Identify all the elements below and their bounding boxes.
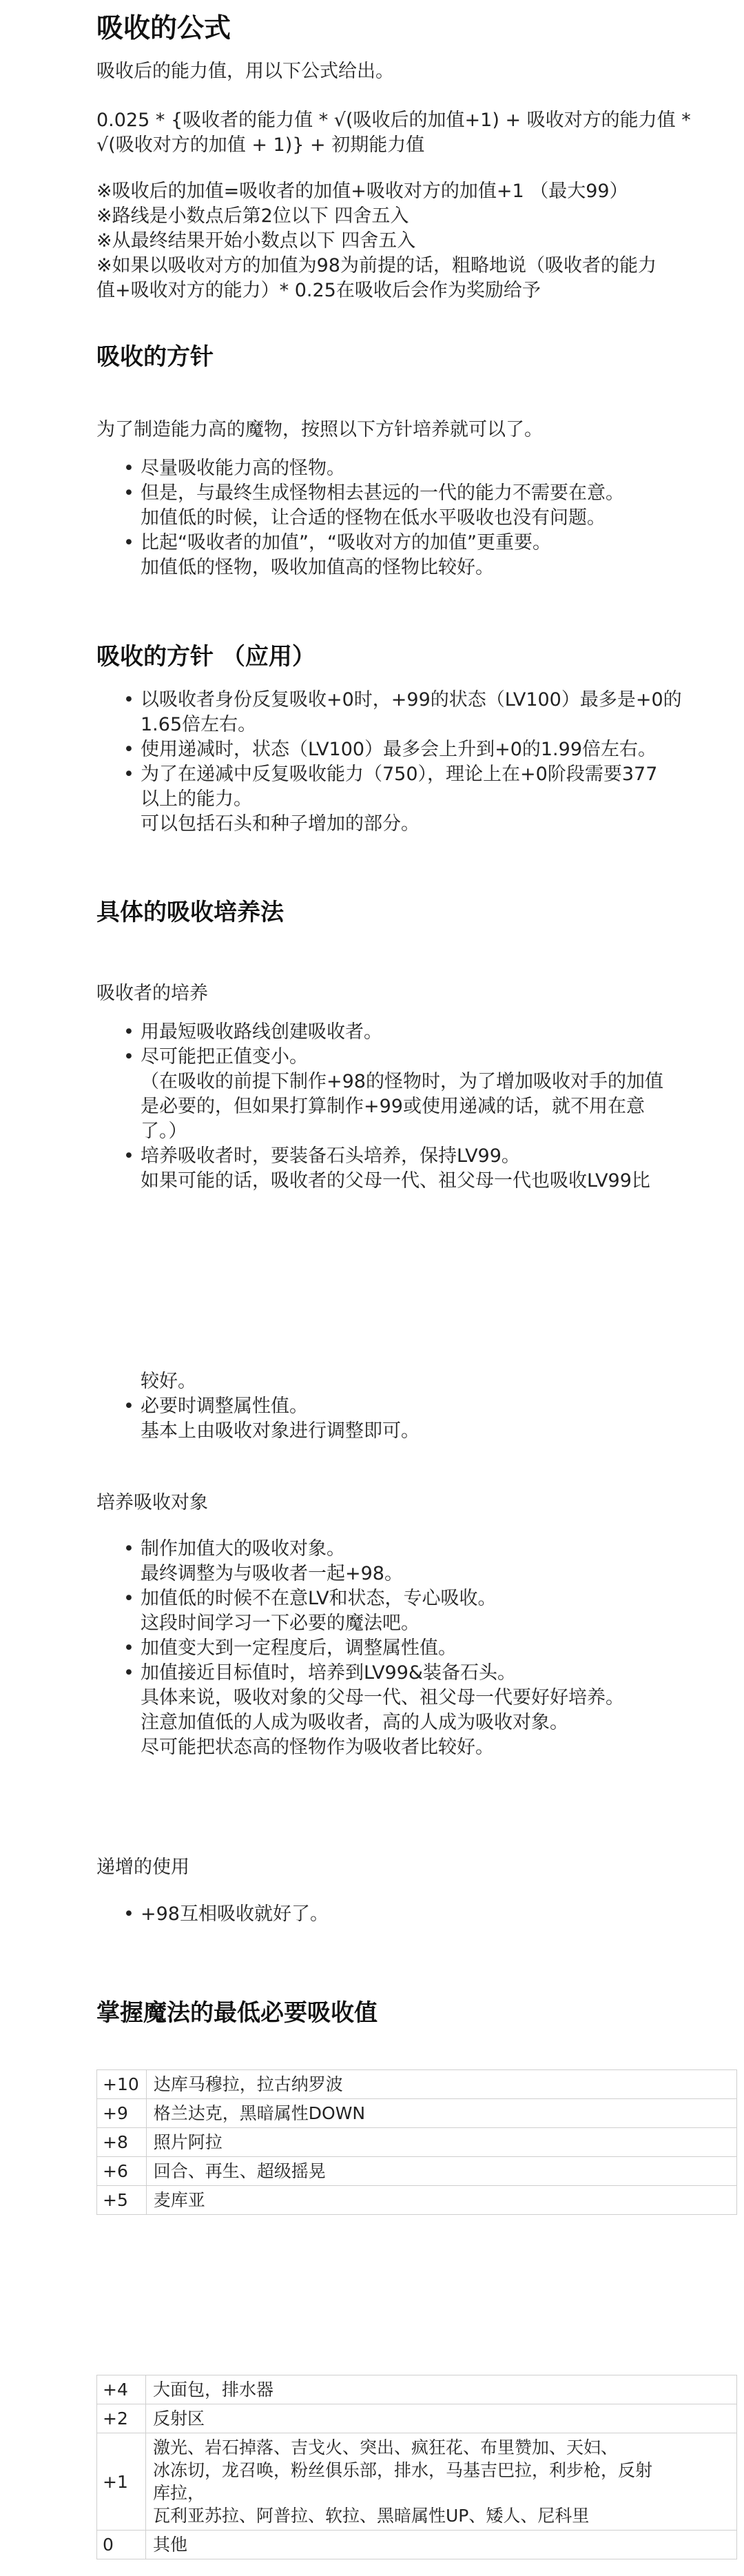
table-row bbox=[97, 2531, 737, 2559]
table-cell-value: +4 bbox=[97, 2375, 146, 2404]
table-cell-magic: 麦库亚 bbox=[146, 2186, 736, 2215]
list-item: • 加值低的时候不在意LV和状态，专心吸收。 这段时间学习一下必要的魔法吧。 bbox=[96, 1586, 737, 1636]
list-item: • 制作加值大的吸收对象。 最终调整为与吸收者一起+98。 bbox=[96, 1537, 737, 1586]
bullet-icon: • bbox=[123, 1046, 134, 1067]
table-row bbox=[97, 2404, 737, 2433]
bullet-icon: • bbox=[123, 689, 134, 711]
table-cell-magic: 达库马穆拉，拉古纳罗波 bbox=[146, 2070, 736, 2099]
policy-intro: 为了制造能力高的魔物，按照以下方针培养就可以了。 bbox=[96, 419, 543, 440]
table-cell-value: +5 bbox=[97, 2186, 147, 2215]
table-cell-magic: 反射区 bbox=[146, 2404, 737, 2433]
table-cell-magic: 激光、岩石掉落、吉戈火、突出、疯狂花、布里赞加、天妇、 冰冻切，龙召唤，粉丝俱乐部，排水，马基吉巴拉，利步枪，反射 库拉， 瓦利亚苏拉、阿普拉、软拉、黑暗属性UP、矮人、尼科里 bbox=[146, 2433, 737, 2531]
bullet-icon: • bbox=[123, 532, 134, 553]
list-item: • 加值接近目标值时，培养到LV99&装备石头。 具体来说，吸收对象的父母一代、祖父母一代要好好培养。 注意加值低的人成为吸收者，高的人成为吸收对象。 尽可能把状态高的怪物作为吸收者比较好。 bbox=[96, 1661, 737, 1760]
table-cell-magic: 格兰达克，黑暗属性DOWN bbox=[146, 2099, 736, 2128]
note-line: ※从最终结果开始小数点以下 四舍五入 bbox=[96, 230, 416, 252]
subheading-increment: 递增的使用 bbox=[96, 1857, 189, 1878]
table-cell-magic: 回合、再生、超级摇晃 bbox=[146, 2157, 736, 2186]
list-item: • 必要时调整属性值。 基本上由吸收对象进行调整即可。 bbox=[96, 1394, 737, 1444]
section-title-policy-applied: 吸收的方针 （应用） bbox=[96, 643, 316, 671]
list-item: • 尽量吸收能力高的怪物。 bbox=[96, 456, 737, 481]
list-item: • 为了在递减中反复吸收能力（750），理论上在+0阶段需要377 以上的能力。 可以包括石头和种子增加的部分。 bbox=[96, 762, 737, 837]
table-cell-value: +8 bbox=[97, 2128, 147, 2157]
increment-list bbox=[96, 1902, 737, 1927]
table-cell-value: +2 bbox=[97, 2404, 146, 2433]
bullet-icon: • bbox=[123, 1637, 134, 1659]
section-title-training: 具体的吸收培养法 bbox=[96, 899, 284, 926]
bullet-icon: • bbox=[123, 1021, 134, 1043]
table-row bbox=[97, 2128, 737, 2157]
list-item: • 比起“吸收者的加值”，“吸收对方的加值”更重要。 加值低的怪物，吸收加值高的怪物比较好。 bbox=[96, 531, 737, 580]
list-item: • +98互相吸收就好了。 bbox=[96, 1902, 737, 1927]
subheading-target: 培养吸收对象 bbox=[96, 1492, 208, 1513]
table-row bbox=[97, 2070, 737, 2099]
table-cell-value: +10 bbox=[97, 2070, 147, 2099]
table-row bbox=[97, 2433, 737, 2531]
list-item: • 培养吸收者时，要装备石头培养，保持LV99。 如果可能的话，吸收者的父母一代、祖父母一代也吸收LV99比 较好。 bbox=[96, 1144, 737, 1394]
bullet-icon: • bbox=[123, 1588, 134, 1609]
formula-line: √(吸收对方的加值 + 1)} + 初期能力值 bbox=[96, 134, 425, 156]
table-cell-value: +1 bbox=[97, 2433, 146, 2531]
table-cell-value: +9 bbox=[97, 2099, 147, 2128]
bullet-icon: • bbox=[123, 1145, 134, 1167]
bullet-icon: • bbox=[123, 458, 134, 479]
table-row bbox=[97, 2157, 737, 2186]
note-line: ※吸收后的加值=吸收者的加值+吸收对方的加值+1 （最大99） bbox=[96, 181, 628, 202]
table-row bbox=[97, 2186, 737, 2215]
table-row bbox=[97, 2099, 737, 2128]
blank-gap bbox=[141, 1194, 737, 1369]
bullet-icon: • bbox=[123, 1662, 134, 1684]
section-title-policy: 吸收的方针 bbox=[96, 343, 214, 371]
table-cell-magic: 照片阿拉 bbox=[146, 2128, 736, 2157]
target-list bbox=[96, 1537, 737, 1760]
table-cell-value: +6 bbox=[97, 2157, 147, 2186]
magic-table-upper bbox=[96, 2069, 737, 2215]
note-line: ※如果以吸收对方的加值为98为前提的话，粗略地说（吸收者的能力 bbox=[96, 255, 657, 276]
note-line: 值+吸收对方的能力）* 0.25在吸收后会作为奖励给予 bbox=[96, 280, 541, 301]
table-row bbox=[97, 2375, 737, 2404]
list-item: • 但是，与最终生成怪物相去甚远的一代的能力不需要在意。 加值低的时候，让合适的怪物在低水平吸收也没有问题。 bbox=[96, 481, 737, 531]
formula-intro: 吸收后的能力值，用以下公式给出。 bbox=[96, 61, 394, 82]
bullet-icon: • bbox=[123, 1538, 134, 1560]
formula-notes bbox=[96, 179, 737, 303]
bullet-icon: • bbox=[123, 764, 134, 785]
absorber-list bbox=[96, 1020, 737, 1444]
section-title-magic-table: 掌握魔法的最低必要吸收值 bbox=[96, 1999, 378, 2027]
subheading-absorber: 吸收者的培养 bbox=[96, 983, 208, 1004]
bullet-icon: • bbox=[123, 1903, 134, 1925]
list-item: • 尽可能把正值变小。 （在吸收的前提下制作+98的怪物时，为了增加吸收对手的加值 是必要的，但如果打算制作+99或使用递减的话，就不用在意 了。） bbox=[96, 1045, 737, 1144]
policy-list bbox=[96, 456, 737, 580]
table-cell-value: 0 bbox=[97, 2531, 146, 2559]
list-item: • 使用递减时，状态（LV100）最多会上升到+0的1.99倍左右。 bbox=[96, 737, 737, 762]
section-title-formula: 吸收的公式 bbox=[96, 13, 231, 44]
magic-table-lower bbox=[96, 2375, 737, 2559]
note-line: ※路线是小数点后第2位以下 四舍五入 bbox=[96, 205, 409, 227]
list-item: • 加值变大到一定程度后，调整属性值。 bbox=[96, 1636, 737, 1661]
formula-line: 0.025 * {吸收者的能力值 * √(吸收后的加值+1) + 吸收对方的能力值 * bbox=[96, 110, 691, 131]
bullet-icon: • bbox=[123, 739, 134, 760]
list-item: • 用最短吸收路线创建吸收者。 bbox=[96, 1020, 737, 1045]
table-cell-magic: 大面包，排水器 bbox=[146, 2375, 737, 2404]
formula-text bbox=[96, 108, 737, 158]
table-cell-magic: 其他 bbox=[146, 2531, 737, 2559]
bullet-icon: • bbox=[123, 482, 134, 504]
policy-applied-list bbox=[96, 688, 737, 837]
bullet-icon: • bbox=[123, 1396, 134, 1417]
list-item: • 以吸收者身份反复吸收+0时，+99的状态（LV100）最多是+0的 1.65倍左右。 bbox=[96, 688, 737, 737]
